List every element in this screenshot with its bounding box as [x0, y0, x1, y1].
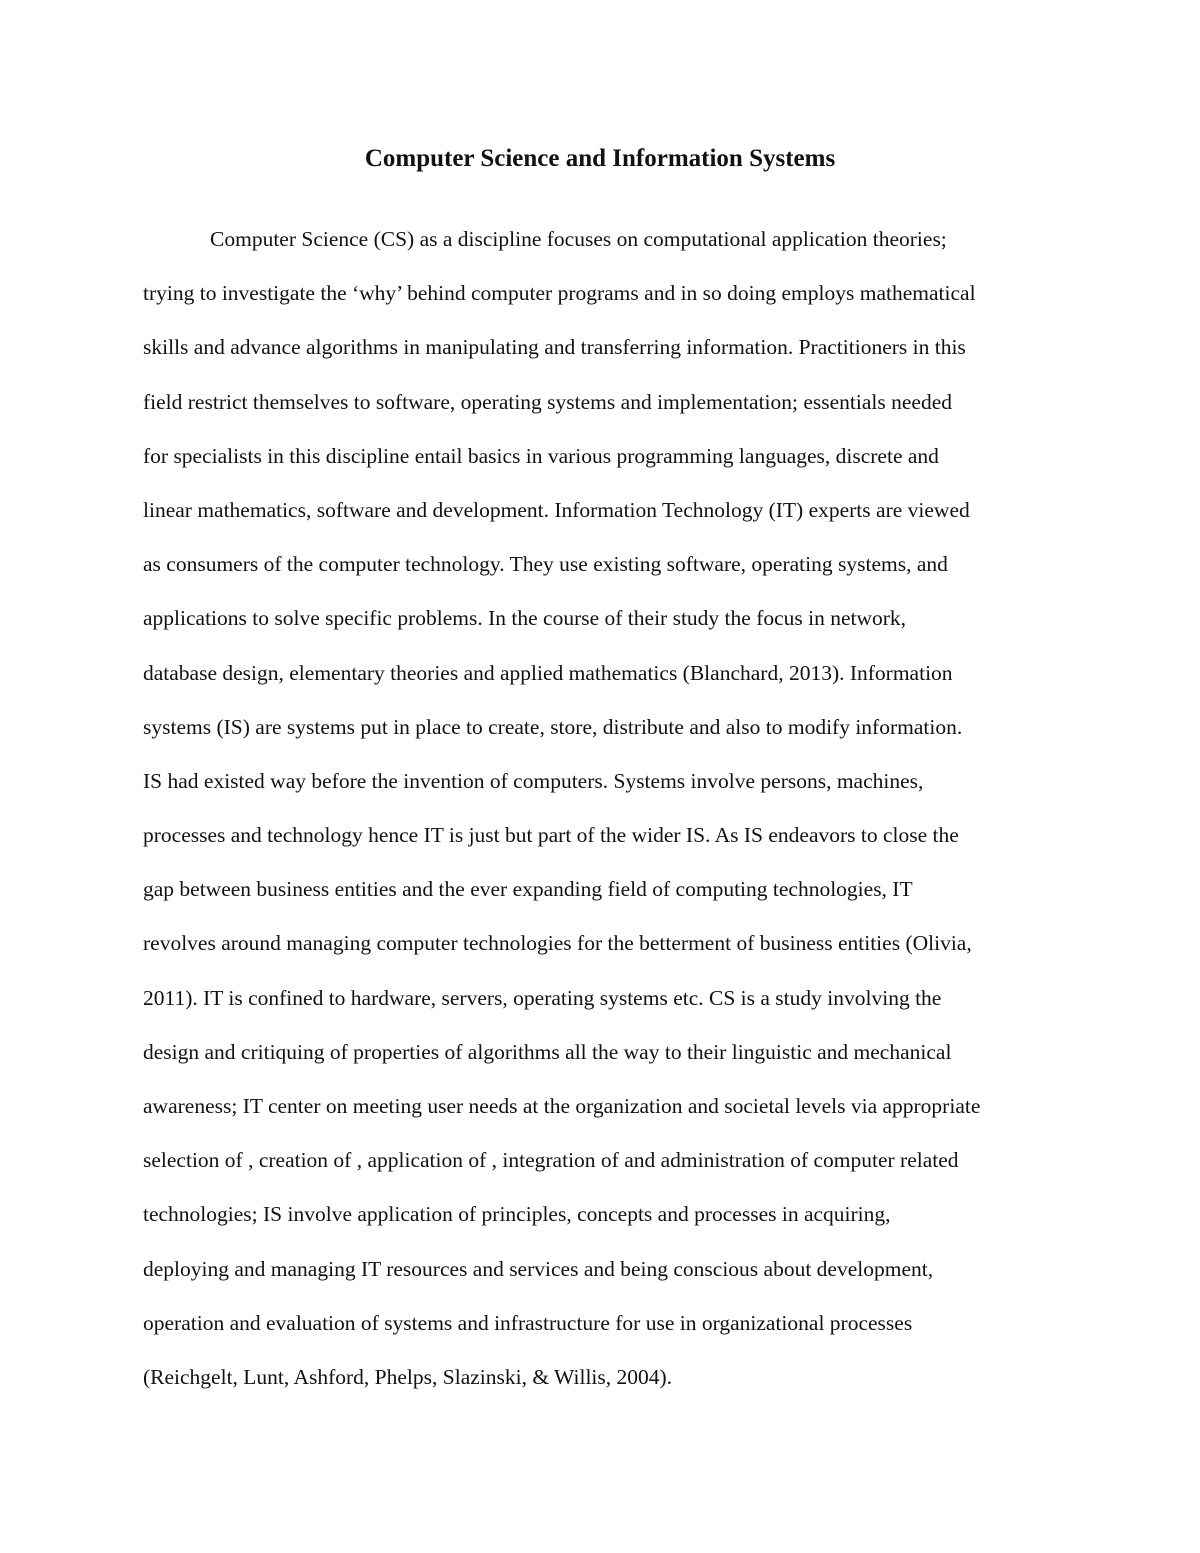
paragraph-line: skills and advance algorithms in manipulating and transferring information. Practitioners in this — [143, 335, 966, 360]
paragraph-line: selection of , creation of , application of , integration of and administration of computer related — [143, 1148, 959, 1173]
paragraph-line: operation and evaluation of systems and infrastructure for use in organizational processes — [143, 1310, 913, 1335]
paragraph-line: linear mathematics, software and development. Information Technology (IT) experts are viewed — [143, 497, 970, 522]
paragraph-line: (Reichgelt, Lunt, Ashford, Phelps, Slazinski, & Willis, 2004). — [143, 1364, 673, 1389]
paragraph-line: for specialists in this discipline entail basics in various programming languages, discrete and — [143, 443, 939, 468]
paragraph-line: 2011). IT is confined to hardware, servers, operating systems etc. CS is a study involving the — [143, 985, 942, 1010]
paragraph-line: processes and technology hence IT is just but part of the wider IS. As IS endeavors to close the — [143, 823, 959, 848]
paragraph-line: Computer Science (CS) as a discipline focuses on computational application theories; — [210, 227, 947, 251]
paragraph-line: applications to solve specific problems. In the course of their study the focus in network, — [143, 606, 907, 631]
paragraph-line: IS had existed way before the invention of computers. Systems involve persons, machines, — [143, 768, 924, 793]
paragraph-line: technologies; IS involve application of principles, concepts and processes in acquiring, — [143, 1202, 891, 1227]
document-title: Computer Science and Information Systems — [364, 145, 836, 172]
body-paragraph — [143, 222, 1073, 1414]
paragraph-line: trying to investigate the ‘why’ behind computer programs and in so doing employs mathematical — [143, 281, 976, 306]
paragraph-line: as consumers of the computer technology. They use existing software, operating systems, and — [143, 552, 948, 577]
paragraph-line: systems (IS) are systems put in place to create, store, distribute and also to modify information. — [143, 714, 963, 739]
paragraph-line: deploying and managing IT resources and services and being conscious about development, — [143, 1256, 934, 1281]
paragraph-line: awareness; IT center on meeting user needs at the organization and societal levels via appropriate — [143, 1094, 981, 1118]
paragraph-line: design and critiquing of properties of algorithms all the way to their linguistic and mechanical — [143, 1039, 952, 1064]
paragraph-line: revolves around managing computer technologies for the betterment of business entities (Olivia, — [143, 931, 972, 956]
paragraph-line: field restrict themselves to software, operating systems and implementation; essentials needed — [143, 389, 953, 414]
paragraph-line: database design, elementary theories and applied mathematics (Blanchard, 2013). Information — [143, 660, 953, 685]
paragraph-line: gap between business entities and the ever expanding field of computing technologies, IT — [143, 877, 913, 902]
